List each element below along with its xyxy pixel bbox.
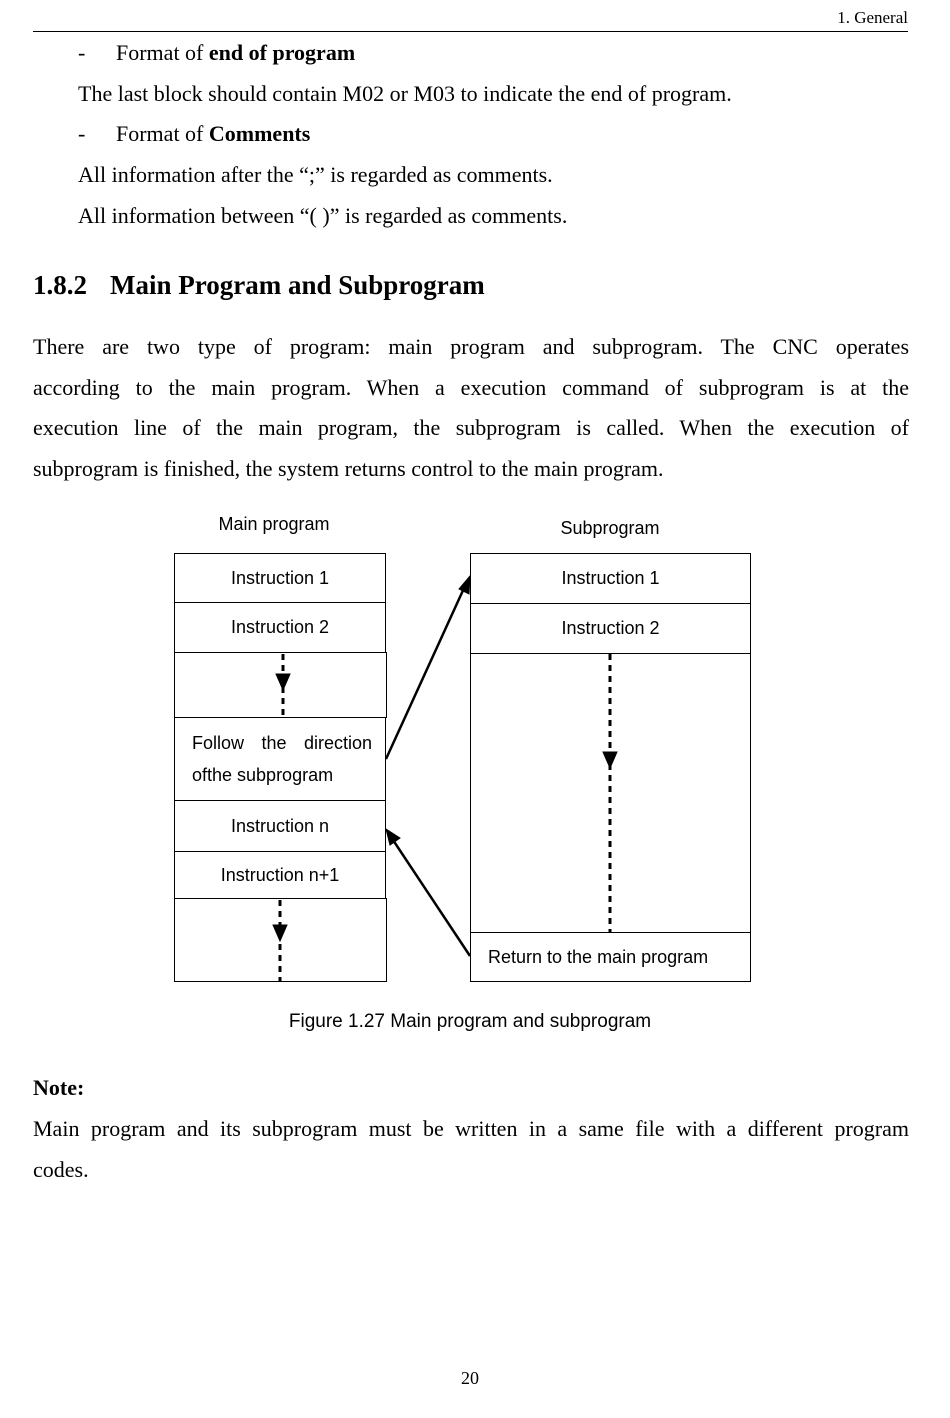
box-label: Instruction n+1: [220, 864, 340, 885]
note-line: codes.: [33, 1157, 89, 1182]
paragraph-line: execution line of the main program, the subprogram is called. When the execution of: [33, 415, 909, 440]
running-header: 1. General: [837, 8, 908, 27]
page-number: 20: [461, 1368, 479, 1388]
return-arrowhead-icon: [386, 829, 400, 845]
bullet-bold-term: Comments: [208, 121, 311, 146]
comment-rule-1: All information after the “;” is regarded as comments.: [78, 162, 553, 187]
bullet-bold-term: end of program: [208, 40, 356, 65]
subprogram-title: Subprogram: [560, 518, 660, 538]
section-number: 1.8.2: [33, 270, 87, 300]
down-arrowhead-icon: [603, 752, 617, 768]
down-arrowhead-icon: [273, 925, 287, 941]
box-label: Follow the direction: [192, 733, 372, 753]
box-label: Instruction 1: [561, 568, 660, 588]
section-title: Main Program and Subprogram: [110, 270, 485, 300]
box-label: Instruction 2: [230, 617, 330, 637]
box-label: Instruction n: [230, 815, 330, 836]
note-line: Main program and its subprogram must be written in a same file with a different program: [33, 1116, 909, 1141]
call-arrow-line: [386, 586, 465, 759]
figure-caption: Figure 1.27 Main program and subprogram: [288, 1011, 652, 1032]
paragraph-line: according to the main program. When a execution command of subprogram is at the: [33, 375, 909, 400]
call-arrowhead-icon: [459, 576, 470, 594]
paragraph-line: subprogram is finished, the system returns control to the main program.: [33, 456, 664, 481]
down-arrowhead-icon: [276, 674, 290, 690]
paragraph-line: There are two type of program: main program and subprogram. The CNC operates: [33, 334, 909, 359]
box-label: Instruction 2: [561, 618, 660, 638]
note-label: Note:: [33, 1075, 85, 1100]
box-label: ofthe subprogram: [192, 765, 334, 785]
box-label: Instruction 1: [230, 567, 330, 588]
comment-rule-2: All information between “( )” is regarded as comments.: [78, 203, 568, 228]
main-program-title: Main program: [218, 514, 330, 534]
bullet-prefix: Format of: [116, 121, 209, 146]
bullet-prefix: Format of: [116, 40, 209, 65]
bullet-dash: -: [78, 40, 86, 65]
box-label: Return to the main program: [488, 946, 709, 967]
bullet-dash: -: [78, 121, 86, 146]
end-program-text: The last block should contain M02 or M03 to indicate the end of program.: [78, 81, 732, 106]
return-arrow-line: [393, 840, 470, 956]
